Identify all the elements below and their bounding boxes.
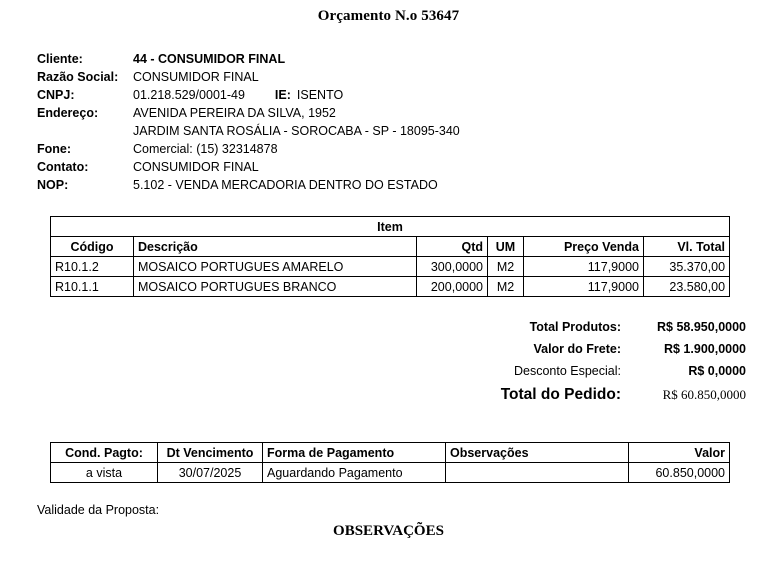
payment-forma-pagamento: Aguardando Pagamento <box>263 463 446 483</box>
value-cliente: 44 - CONSUMIDOR FINAL <box>133 52 286 66</box>
label-nop: NOP: <box>37 178 69 192</box>
payment-col-forma-pagamento: Forma de Pagamento <box>263 443 446 463</box>
items-table <box>50 216 730 297</box>
items-col-um: UM <box>488 237 524 257</box>
label-desconto-especial: Desconto Especial: <box>513 364 621 378</box>
value-valor-frete: R$ 1.900,0000 <box>663 342 746 356</box>
customer-row-endereco <box>37 104 737 122</box>
item-codigo: R10.1.2 <box>51 257 134 277</box>
table-row <box>51 463 730 483</box>
payment-valor: 60.850,0000 <box>629 463 730 483</box>
payment-observacoes <box>446 463 629 483</box>
totals-block <box>420 320 746 412</box>
customer-info-block <box>37 50 737 194</box>
items-table-span-header-row <box>51 217 730 237</box>
items-col-vl-total: Vl. Total <box>644 237 730 257</box>
label-fone: Fone: <box>37 142 72 156</box>
payment-col-dt-vencimento: Dt Vencimento <box>158 443 263 463</box>
total-row-pedido <box>420 386 746 412</box>
item-qtd: 300,0000 <box>417 257 488 277</box>
items-table-header-row <box>51 237 730 257</box>
label-valor-frete: Valor do Frete: <box>533 342 621 356</box>
items-col-preco-venda: Preço Venda <box>524 237 644 257</box>
customer-row-cnpj <box>37 86 737 104</box>
value-total-produtos: R$ 58.950,0000 <box>657 320 746 334</box>
value-endereco-line2: JARDIM SANTA ROSÁLIA - SOROCABA - SP - 18095-340 <box>133 124 460 138</box>
value-ie: ISENTO <box>296 88 344 102</box>
value-nop: 5.102 - VENDA MERCADORIA DENTRO DO ESTADO <box>133 178 438 192</box>
label-razao-social: Razão Social: <box>37 70 119 84</box>
items-table-span-header: Item <box>51 217 730 237</box>
items-col-codigo: Código <box>51 237 134 257</box>
customer-row-razao-social <box>37 68 737 86</box>
label-total-pedido: Total do Pedido: <box>500 386 621 403</box>
items-col-descricao: Descrição <box>134 237 417 257</box>
total-row-produtos <box>420 320 746 342</box>
table-row <box>51 257 730 277</box>
value-contato: CONSUMIDOR FINAL <box>133 160 259 174</box>
total-row-frete <box>420 342 746 364</box>
value-fone: Comercial: (15) 32314878 <box>133 142 278 156</box>
label-endereco: Endereço: <box>37 106 99 120</box>
value-razao-social: CONSUMIDOR FINAL <box>133 70 259 84</box>
label-ie: IE: <box>274 88 291 102</box>
value-cnpj: 01.218.529/0001-49 <box>133 88 245 102</box>
item-descricao: MOSAICO PORTUGUES AMARELO <box>134 257 417 277</box>
payment-cond-pagto: a vista <box>51 463 158 483</box>
item-um: M2 <box>488 277 524 297</box>
customer-row-fone <box>37 140 737 158</box>
payment-col-cond-pagto: Cond. Pagto: <box>51 443 158 463</box>
value-endereco: AVENIDA PEREIRA DA SILVA, 1952 <box>133 106 336 120</box>
customer-row-endereco-line2 <box>37 122 737 140</box>
payment-table <box>50 442 730 483</box>
label-contato: Contato: <box>37 160 89 174</box>
item-codigo: R10.1.1 <box>51 277 134 297</box>
customer-row-contato <box>37 158 737 176</box>
page-title: Orçamento N.o 53647 <box>317 8 460 24</box>
item-descricao: MOSAICO PORTUGUES BRANCO <box>134 277 417 297</box>
customer-row-cliente <box>37 50 737 68</box>
value-total-pedido: R$ 60.850,0000 <box>662 387 746 402</box>
label-total-produtos: Total Produtos: <box>529 320 621 334</box>
table-row <box>51 277 730 297</box>
items-col-qtd: Qtd <box>417 237 488 257</box>
item-preco-venda: 117,9000 <box>524 277 644 297</box>
item-vl-total: 35.370,00 <box>644 257 730 277</box>
item-vl-total: 23.580,00 <box>644 277 730 297</box>
label-cnpj: CNPJ: <box>37 88 75 102</box>
item-um: M2 <box>488 257 524 277</box>
customer-row-nop <box>37 176 737 194</box>
label-cliente: Cliente: <box>37 52 83 66</box>
payment-col-valor: Valor <box>629 443 730 463</box>
observacoes-heading: OBSERVAÇÕES <box>333 523 444 539</box>
payment-dt-vencimento: 30/07/2025 <box>158 463 263 483</box>
payment-table-header-row <box>51 443 730 463</box>
value-desconto-especial: R$ 0,0000 <box>688 364 746 378</box>
validity-label: Validade da Proposta: <box>37 503 160 517</box>
item-preco-venda: 117,9000 <box>524 257 644 277</box>
total-row-desconto <box>420 364 746 386</box>
item-qtd: 200,0000 <box>417 277 488 297</box>
payment-col-observacoes: Observações <box>446 443 629 463</box>
